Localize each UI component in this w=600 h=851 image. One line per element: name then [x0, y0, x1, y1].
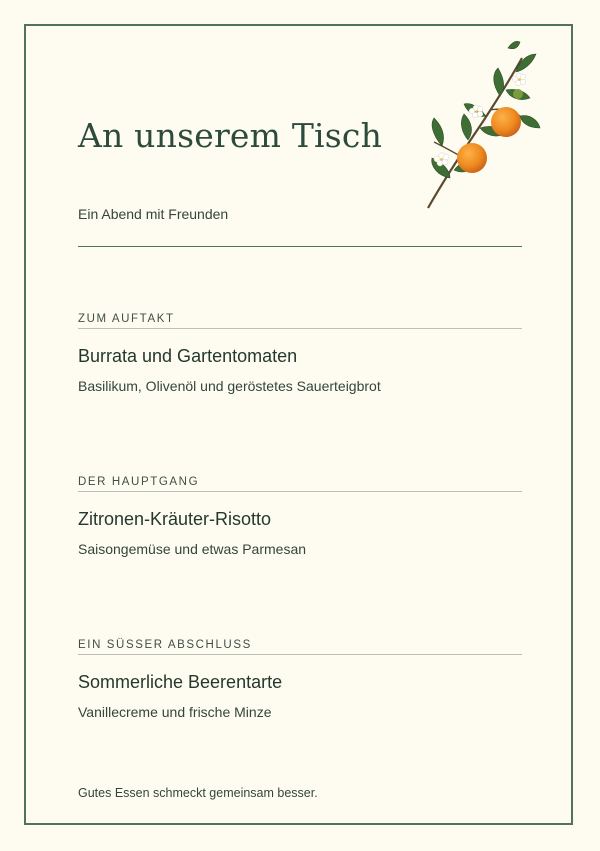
course-label: ZUM AUFTAKT — [78, 313, 522, 329]
dish-name: Zitronen-Kräuter-Risotto — [78, 509, 272, 529]
footer-note: Gutes Essen schmeckt gemeinsam besser. — [78, 786, 318, 800]
course-label: DER HAUPTGANG — [78, 476, 522, 492]
dish-description: Saisongemüse und etwas Parmesan — [78, 541, 307, 557]
dish-name: Burrata und Gartentomaten — [78, 346, 298, 366]
dish-name: Sommerliche Beerentarte — [78, 672, 283, 692]
course-main — [78, 476, 522, 557]
header-divider — [78, 246, 522, 247]
dish-description: Vanillecreme und frische Minze — [78, 704, 272, 720]
orange-branch-icon — [420, 38, 545, 213]
course-starter — [78, 313, 522, 394]
course-dessert — [78, 639, 522, 720]
subtitle: Ein Abend mit Freunden — [78, 206, 229, 222]
page-title: An unserem Tisch — [78, 116, 383, 155]
course-label: EIN SÜSSER ABSCHLUSS — [78, 639, 522, 655]
dish-description: Basilikum, Olivenöl und geröstetes Sauerteigbrot — [78, 378, 381, 394]
